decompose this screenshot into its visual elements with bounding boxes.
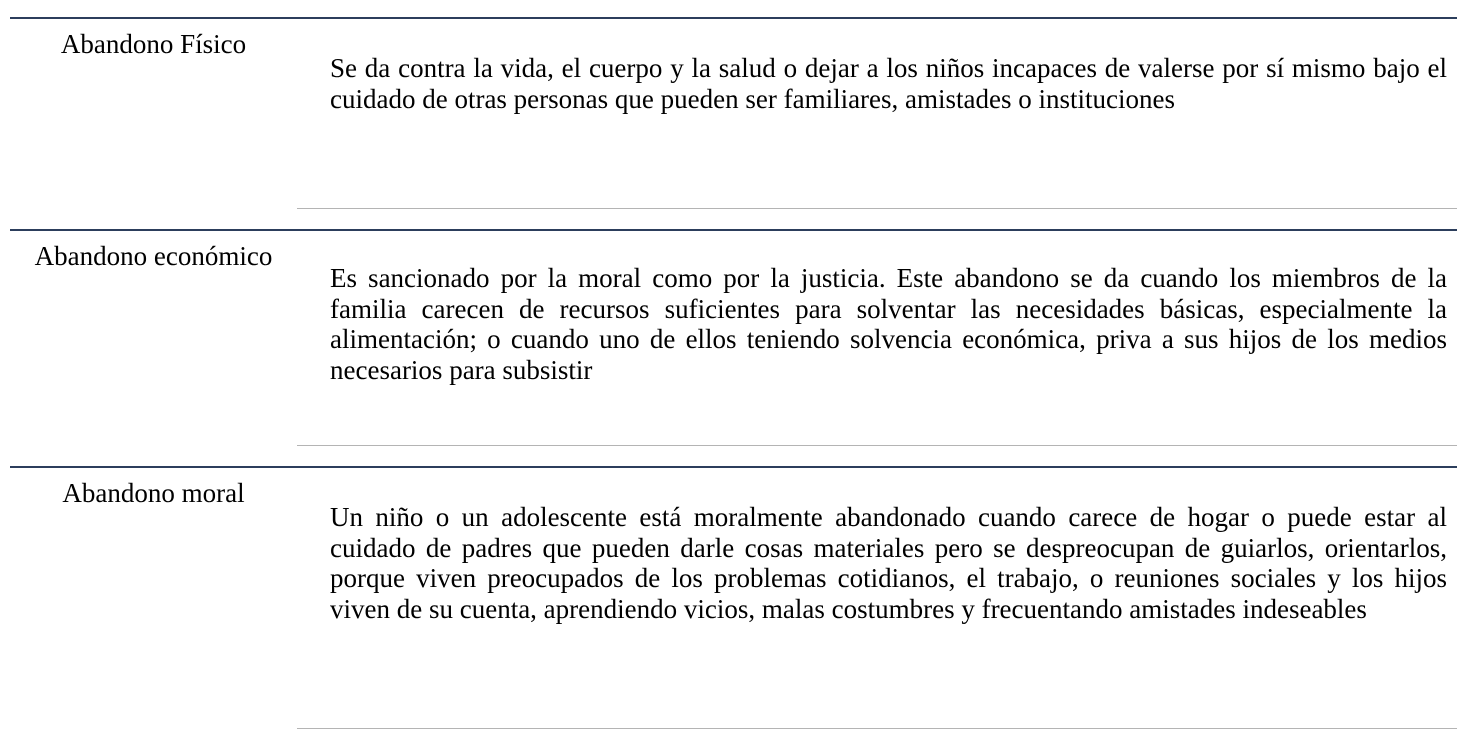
row-top-rule bbox=[10, 17, 1457, 19]
term-label: Abandono moral bbox=[62, 478, 245, 508]
row-top-rule bbox=[10, 229, 1457, 231]
term-label: Abandono económico bbox=[34, 241, 273, 271]
term-label: Abandono Físico bbox=[60, 29, 247, 59]
row-top-rule bbox=[10, 466, 1457, 468]
term-definition: Es sancionado por la moral como por la justicia. Este abandono se da cuando los miembros de la familia carecen de recursos suficientes para solventar las necesidades básicas, especialmente la alimentación; o cuando uno de ellos teniendo solvencia económica, priva a sus hijos de los medios necesarios para subsistir bbox=[330, 263, 1447, 385]
row-bottom-rule bbox=[297, 445, 1457, 446]
term-definition: Un niño o un adolescente está moralmente abandonado cuando carece de hogar o puede estar al cuidado de padres que pueden darle cosas materiales pero se despreocupan de guiarlos, orientarlos, porque viven preocupados de los problemas cotidianos, el trabajo, o reuniones sociales y los hijos viven de su cuenta, aprendiendo vicios, malas costumbres y frecuentando amistades indeseables bbox=[330, 502, 1447, 624]
row-bottom-rule bbox=[297, 728, 1457, 729]
term-definition: Se da contra la vida, el cuerpo y la salud o dejar a los niños incapaces de valerse por sí mismo bajo el cuidado de otras personas que pueden ser familiares, amistades o instituciones bbox=[330, 53, 1447, 114]
row-bottom-rule bbox=[297, 208, 1457, 209]
